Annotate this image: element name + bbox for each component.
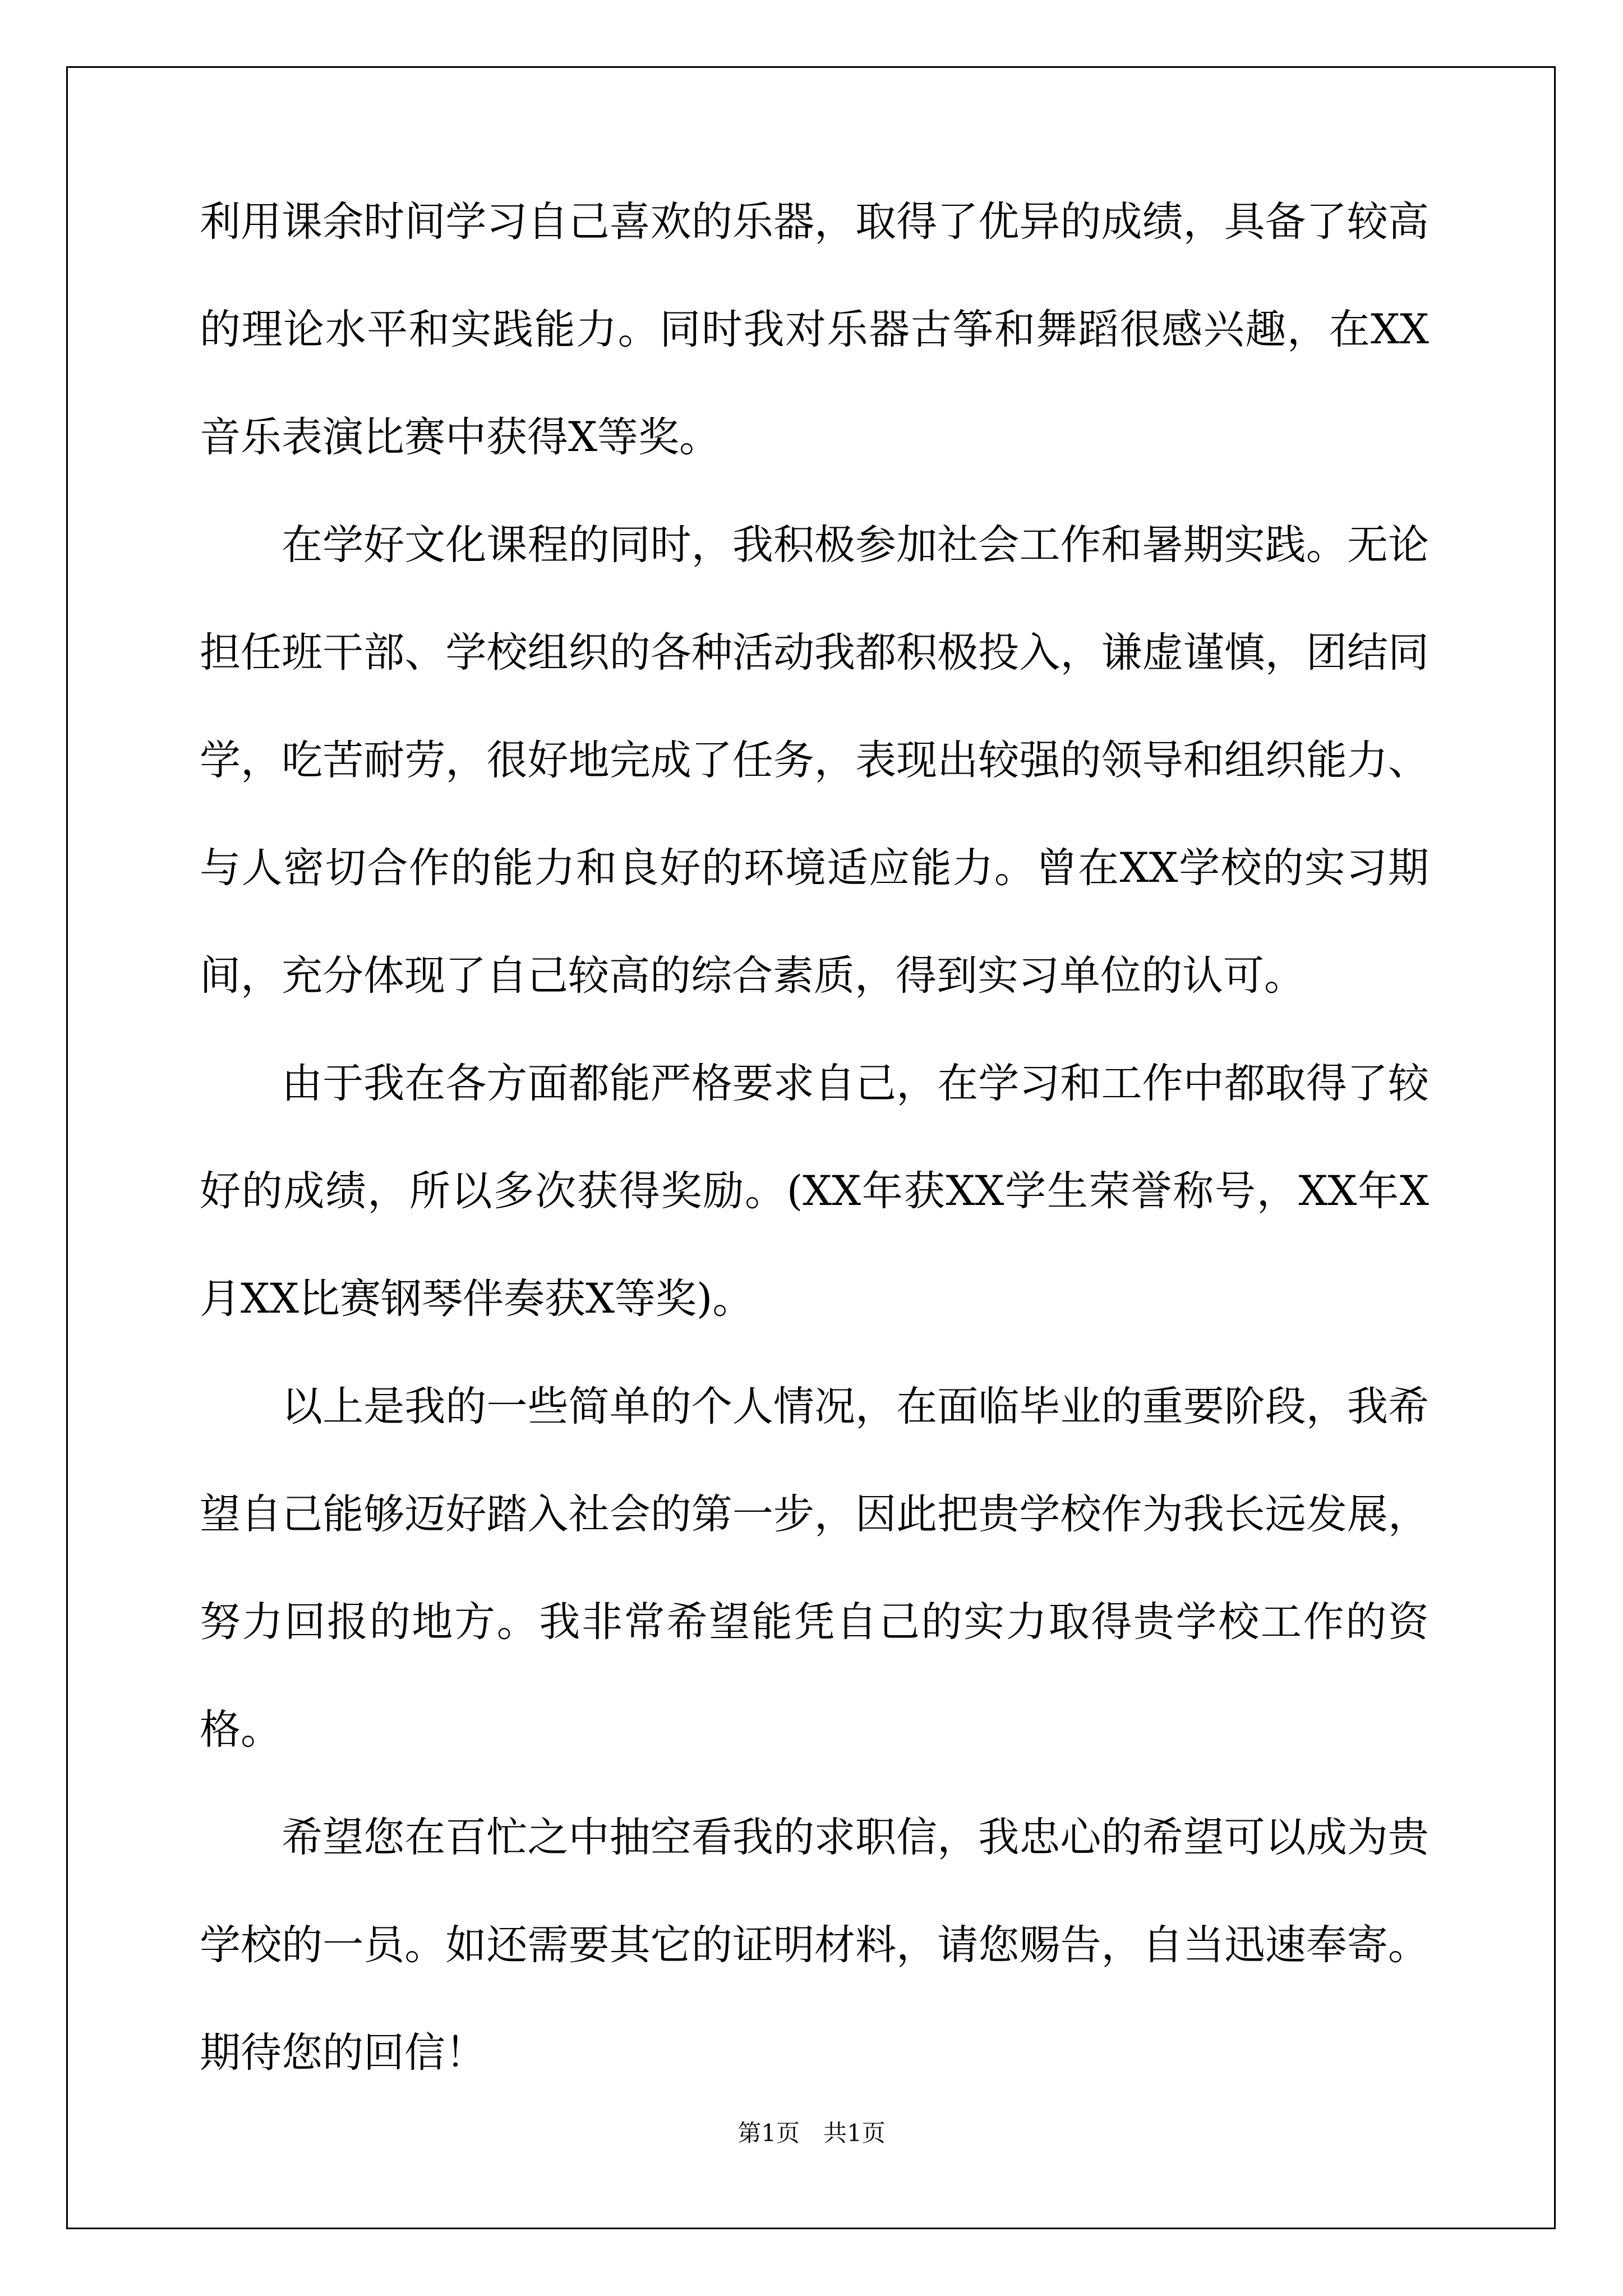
paragraph-4: 以上是我的一些简单的个人情况，在面临毕业的重要阶段，我希望自己能够迈好踏入社会的第一步，因此把贵学校作为我长远发展，努力回报的地方。我非常希望能凭自己的实力取得贵学校工作的资格。 xyxy=(200,1383,1429,1754)
paragraph-5: 希望您在百忙之中抽空看我的求职信，我忠心的希望可以成为贵学校的一员。如还需要其它的证明材料，请您赐告，自当迅速奉寄。期待您的回信！ xyxy=(200,1814,1429,2077)
paragraph-2: 在学好文化课程的同时，我积极参加社会工作和暑期实践。无论担任班干部、学校组织的各种活动我都积极投入，谦虚谨慎，团结同学，吃苦耐劳，很好地完成了任务，表现出较强的领导和组织能力、与人密切合作的能力和良好的环境适应能力。曾在XX学校的实习期间，充分体现了自己较高的综合素质，得到实习单位的认可。 xyxy=(200,521,1429,1000)
paragraph-3: 由于我在各方面都能严格要求自己，在学习和工作中都取得了较好的成绩，所以多次获得奖励。(XX年获XX学生荣誉称号，XX年X月XX比赛钢琴伴奏获X等奖)。 xyxy=(200,1060,1429,1323)
document-body xyxy=(200,168,1429,2107)
paragraph-1: 利用课余时间学习自己喜欢的乐器，取得了优异的成绩，具备了较高的理论水平和实践能力。同时我对乐器古筝和舞蹈很感兴趣，在XX音乐表演比赛中获得X等奖。 xyxy=(200,198,1429,461)
page-number-footer: 第1页 共1页 xyxy=(737,2119,886,2147)
